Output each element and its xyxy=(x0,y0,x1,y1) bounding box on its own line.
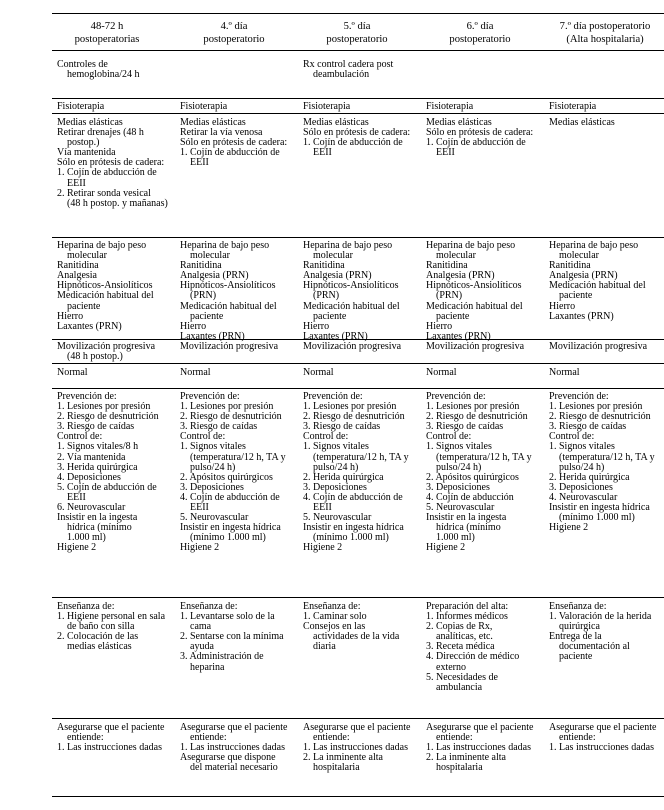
column-header-line: postoperatorio xyxy=(203,34,265,45)
cell-line: 1. Lesiones por presión xyxy=(57,401,151,413)
cell-line: molecular xyxy=(303,250,353,262)
cell-line: Heparina de bajo peso xyxy=(549,240,639,251)
cell-line: Laxantes (PRN) xyxy=(549,310,614,322)
cell-line: 1. Lesiones por presión xyxy=(303,401,397,413)
column-header-line: postoperatorio xyxy=(449,34,511,45)
cell-line: Insistir en la ingesta xyxy=(426,512,507,524)
cell-line: Fisioterapia xyxy=(57,101,105,112)
cell-movilizacion-col5 xyxy=(549,342,661,352)
cell-line: Asegurarse que el paciente xyxy=(180,722,288,733)
cell-line: Higiene 2 xyxy=(426,542,466,554)
cell-line: Retirar la vía venosa xyxy=(180,127,263,139)
cell-line: pulso/24 h) xyxy=(549,461,605,473)
cell-line: Normal xyxy=(426,367,457,378)
cell-line: 2. Retirar sonda vesical xyxy=(57,187,151,199)
cell-line: Control de: xyxy=(57,431,103,443)
cell-line: Ranitidina xyxy=(303,260,345,272)
cell-line: EEII xyxy=(303,502,332,514)
column-header-day7 xyxy=(546,20,664,46)
cell-line: Insistir en la ingesta xyxy=(57,512,138,524)
cell-line: 1. Las instrucciones dadas xyxy=(426,742,531,754)
cell-line: 2. Apósitos quirúrgicos xyxy=(180,471,273,483)
cell-ensenanza-col3 xyxy=(303,602,423,652)
cell-fisioterapia-col3 xyxy=(303,102,423,112)
cell-line: Normal xyxy=(57,367,88,378)
cell-prevencion-col1 xyxy=(57,392,177,554)
cell-line: 2. Vía mantenida xyxy=(57,451,126,463)
cell-line: EEII xyxy=(426,147,455,159)
cell-line: 3. Administración de xyxy=(180,651,264,663)
cell-line: ambulancia xyxy=(426,681,483,693)
cell-line: Movilización progresiva xyxy=(57,341,156,352)
cell-line: heparina xyxy=(180,661,225,673)
column-header-line: postoperatorio xyxy=(326,34,388,45)
cell-line: Fisioterapia xyxy=(549,101,597,112)
cell-line: (temperatura/12 h, TA y xyxy=(426,451,532,463)
cell-line: 1. Cojín de abducción de xyxy=(180,147,280,159)
cell-line: Normal xyxy=(549,367,580,378)
cell-line: Normal xyxy=(180,367,211,378)
cell-line: Normal xyxy=(303,367,334,378)
cell-line: Enseñanza de: xyxy=(57,601,115,612)
cell-line: (48 h postop.) xyxy=(57,351,123,363)
cell-line: 2. Riesgo de desnutrición xyxy=(549,411,651,423)
cell-line: hospitalaria xyxy=(303,762,360,774)
cell-line: 1. Caminar solo xyxy=(303,611,367,623)
cell-movilizacion-col4 xyxy=(426,342,546,352)
cell-line: Analgesia (PRN) xyxy=(426,270,495,282)
cell-line: 4. Dirección de médico xyxy=(426,651,520,663)
row-rule xyxy=(52,237,664,238)
cell-line: Heparina de bajo peso xyxy=(303,240,393,251)
cell-line: 1. Las instrucciones dadas xyxy=(180,742,285,754)
cell-line: 3. Riesgo de caídas xyxy=(549,421,627,433)
cell-line: Heparina de bajo peso xyxy=(426,240,516,251)
cell-line: molecular xyxy=(180,250,230,262)
cell-line: 3. Riesgo de caídas xyxy=(426,421,504,433)
cell-line: Prevención de: xyxy=(426,391,486,402)
cell-line: (PRN) xyxy=(426,290,463,302)
cell-line: Movilización progresiva xyxy=(303,341,402,352)
cell-line: paciente xyxy=(426,310,470,322)
cell-line: Laxantes (PRN) xyxy=(180,330,245,342)
row-rule xyxy=(52,718,664,719)
cell-line: postop.) xyxy=(57,137,100,149)
cell-line: Heparina de bajo peso xyxy=(57,240,147,251)
cell-line: Movilización progresiva xyxy=(549,341,648,352)
cell-line: (PRN) xyxy=(180,290,217,302)
cell-line: 2. Riesgo de desnutrición xyxy=(57,411,159,423)
cell-line: Preparación del alta: xyxy=(426,601,509,612)
cell-movilizacion-col1 xyxy=(57,342,177,362)
cell-line: Ranitidina xyxy=(426,260,468,272)
cell-line: analíticas, etc. xyxy=(426,631,493,643)
cell-line: Asegurarse que el paciente xyxy=(57,722,165,733)
cell-pruebas-col3 xyxy=(303,60,423,80)
cell-resultados-col2 xyxy=(180,723,300,773)
cell-fisioterapia-col2 xyxy=(180,102,300,112)
cell-dieta-col3 xyxy=(303,368,423,378)
cell-line: hídrica (mínimo xyxy=(426,522,501,534)
cell-line: Insistir en ingesta hídrica xyxy=(549,502,650,514)
cell-line: 4. Cojín de abducción de xyxy=(180,491,280,503)
cell-resultados-col4 xyxy=(426,723,546,773)
cell-fisioterapia-col5 xyxy=(549,102,661,112)
cell-prevencion-col5 xyxy=(549,392,661,533)
cell-line: 3. Deposiciones xyxy=(426,481,490,493)
cell-line: molecular xyxy=(426,250,476,262)
cell-line: Ranitidina xyxy=(549,260,591,272)
cell-line: 6. Neurovascular xyxy=(57,502,126,514)
cell-line: 2. Riesgo de desnutrición xyxy=(180,411,282,423)
cell-ensenanza-col1 xyxy=(57,602,177,652)
cell-line: 1. Levantarse solo de la xyxy=(180,611,275,623)
cell-line: externo xyxy=(426,661,466,673)
cell-line: 1. Cojín de abducción de xyxy=(303,137,403,149)
cell-movilizacion-col3 xyxy=(303,342,423,352)
column-header-line: 6.º día xyxy=(466,21,494,32)
cell-line: 1. Signos vitales xyxy=(426,441,492,453)
cell-line: Laxantes (PRN) xyxy=(426,330,491,342)
cell-line: Sólo en prótesis de cadera: xyxy=(303,127,411,139)
cell-line: entiende: xyxy=(57,732,104,744)
cell-line: Fisioterapia xyxy=(426,101,474,112)
cell-line: 1. Valoración de la herida xyxy=(549,611,652,623)
cell-line: (mínimo 1.000 ml) xyxy=(549,512,635,524)
cell-line: pulso/24 h) xyxy=(180,461,236,473)
cell-line: molecular xyxy=(549,250,599,262)
cell-line: deambulación xyxy=(303,69,370,81)
cell-line: 3. Riesgo de caídas xyxy=(57,421,135,433)
cell-line: Asegurarse que el paciente xyxy=(549,722,657,733)
cell-medicacion-col2 xyxy=(180,241,300,342)
cell-line: EEII xyxy=(180,502,209,514)
cell-line: Fisioterapia xyxy=(180,101,228,112)
column-header-day6 xyxy=(421,20,539,46)
cell-line: 3. Riesgo de caídas xyxy=(180,421,258,433)
table-top-rule xyxy=(52,13,664,14)
cell-line: Hipnóticos-Ansiolíticos xyxy=(303,280,399,292)
cell-line: 5. Necesidades de xyxy=(426,671,498,683)
cell-line: Control de: xyxy=(549,431,595,443)
cell-line: 4. Cojín de abducción xyxy=(426,491,514,503)
cell-line: Movilización progresiva xyxy=(180,341,279,352)
cell-line: Hierro xyxy=(426,320,453,332)
cell-line: de baño con silla xyxy=(57,621,135,633)
cell-line: (temperatura/12 h, TA y xyxy=(180,451,286,463)
cell-line: paciente xyxy=(549,651,593,663)
cell-line: (48 h postop. y mañanas) xyxy=(57,197,168,209)
column-header-line: 7.º día postoperatorio xyxy=(559,21,651,32)
cell-line: 2. Riesgo de desnutrición xyxy=(426,411,528,423)
cell-line: (mínimo 1.000 ml) xyxy=(180,532,266,544)
cell-line: paciente xyxy=(303,310,347,322)
cell-line: Hierro xyxy=(549,300,576,312)
cell-movilizacion-col2 xyxy=(180,342,300,352)
cell-line: 1. Las instrucciones dadas xyxy=(549,742,654,754)
column-header-line: 48-72 h xyxy=(90,21,124,32)
cell-line: 2. La inminente alta xyxy=(426,752,506,764)
cell-cuidados-col2 xyxy=(180,118,300,168)
column-header-line: postoperatorias xyxy=(74,34,140,45)
cell-line: 5. Cojín de abducción de xyxy=(57,481,157,493)
cell-line: Higiene 2 xyxy=(303,542,343,554)
cell-line: molecular xyxy=(57,250,107,262)
column-header-48-72h xyxy=(48,20,166,46)
cell-medicacion-col5 xyxy=(549,241,661,322)
cell-line: Hipnóticos-Ansiolíticos xyxy=(426,280,522,292)
cell-line: Vía mantenida xyxy=(57,147,116,159)
cell-line: pulso/24 h) xyxy=(303,461,359,473)
cell-line: Control de: xyxy=(426,431,472,443)
cell-medicacion-col1 xyxy=(57,241,177,332)
cell-line: del material necesario xyxy=(180,762,278,774)
cell-line: Medias elásticas xyxy=(180,117,246,128)
cell-line: Medias elásticas xyxy=(303,117,369,128)
cell-line: 4. Neurovascular xyxy=(549,491,618,503)
cell-line: 1. Cojín de abducción de xyxy=(57,167,157,179)
cell-line: 3. Deposiciones xyxy=(549,481,613,493)
cell-line: Asegurarse que el paciente xyxy=(426,722,534,733)
cell-line: diaria xyxy=(303,641,336,653)
cell-line: Analgesia (PRN) xyxy=(549,270,618,282)
cell-line: Sólo en prótesis de cadera: xyxy=(426,127,534,139)
cell-line: EEII xyxy=(57,491,86,503)
cell-cuidados-col5 xyxy=(549,118,661,128)
cell-line: hemoglobina/24 h xyxy=(57,69,140,81)
cell-resultados-col5 xyxy=(549,723,661,753)
cell-line: Hierro xyxy=(180,320,207,332)
cell-medicacion-col3 xyxy=(303,241,423,342)
cell-cuidados-col4 xyxy=(426,118,546,158)
cell-line: 2. Apósitos quirúrgicos xyxy=(426,471,519,483)
cell-line: paciente xyxy=(180,310,224,322)
cell-line: 2. Sentarse con la mínima xyxy=(180,631,284,643)
cell-line: 4. Deposiciones xyxy=(57,471,121,483)
cell-prevencion-col2 xyxy=(180,392,300,554)
cell-line: Medicación habitual del xyxy=(549,280,646,292)
cell-line: (PRN) xyxy=(303,290,340,302)
cell-line: quirúrgica xyxy=(549,621,600,633)
cell-line: Prevención de: xyxy=(549,391,609,402)
cell-line: Rx control cadera post xyxy=(303,59,394,70)
cell-line: 3. Riesgo de caídas xyxy=(303,421,381,433)
cell-line: Control de: xyxy=(180,431,226,443)
column-header-day5 xyxy=(298,20,416,46)
cell-line: 5. Neurovascular xyxy=(426,502,495,514)
cell-line: Prevención de: xyxy=(57,391,117,402)
cell-line: 5. Neurovascular xyxy=(180,512,249,524)
cell-line: Laxantes (PRN) xyxy=(57,320,122,332)
cell-prevencion-col3 xyxy=(303,392,423,554)
cell-fisioterapia-col4 xyxy=(426,102,546,112)
cell-dieta-col4 xyxy=(426,368,546,378)
cell-line: 1. Signos vitales xyxy=(180,441,246,453)
cell-line: 2. Herida quirúrgica xyxy=(549,471,630,483)
cell-line: 1.000 ml) xyxy=(426,532,475,544)
cell-line: entiende: xyxy=(426,732,473,744)
cell-line: ayuda xyxy=(180,641,214,653)
cell-line: 3. Receta médica xyxy=(426,641,495,653)
column-header-line: 4.º día xyxy=(220,21,248,32)
cell-line: Medicación habitual del xyxy=(303,300,400,312)
cell-line: Hipnóticos-Ansiolíticos xyxy=(180,280,276,292)
cell-line: cama xyxy=(180,621,212,633)
cell-line: 3. Herida quirúrgica xyxy=(57,461,138,473)
cell-resultados-col1 xyxy=(57,723,177,753)
cell-line: Medicación habitual del xyxy=(426,300,523,312)
cell-line: Prevención de: xyxy=(303,391,363,402)
cell-line: 5. Neurovascular xyxy=(303,512,372,524)
cell-cuidados-col1 xyxy=(57,118,177,209)
cell-line: 2. Copias de Rx, xyxy=(426,621,493,633)
header-bottom-rule xyxy=(52,50,664,51)
cell-dieta-col5 xyxy=(549,368,661,378)
cell-line: 4. Cojín de abducción de xyxy=(303,491,403,503)
cell-line: documentación al xyxy=(549,641,630,653)
cell-line: entiende: xyxy=(180,732,227,744)
cell-line: 1. Signos vitales xyxy=(303,441,369,453)
cell-line: (mínimo 1.000 ml) xyxy=(303,532,389,544)
cell-cuidados-col3 xyxy=(303,118,423,158)
cell-resultados-col3 xyxy=(303,723,423,773)
cell-line: paciente xyxy=(549,290,593,302)
cell-line: Insistir en ingesta hídrica xyxy=(303,522,404,534)
cell-line: Ranitidina xyxy=(57,260,99,272)
cell-line: Enseñanza de: xyxy=(303,601,361,612)
cell-prevencion-col4 xyxy=(426,392,546,554)
cell-line: 1.000 ml) xyxy=(57,532,106,544)
cell-line: Consejos en las xyxy=(303,621,366,633)
cell-line: Controles de xyxy=(57,59,108,70)
cell-line: Analgesia xyxy=(57,270,97,282)
cell-line: 2. La inminente alta xyxy=(303,752,383,764)
cell-ensenanza-col5 xyxy=(549,602,661,663)
cell-line: Enseñanza de: xyxy=(180,601,238,612)
cell-line: 1. Lesiones por presión xyxy=(426,401,520,413)
cell-line: (temperatura/12 h, TA y xyxy=(303,451,409,463)
cell-line: Movilización progresiva xyxy=(426,341,525,352)
cell-line: 3. Deposiciones xyxy=(180,481,244,493)
cell-line: 2. Riesgo de desnutrición xyxy=(303,411,405,423)
cell-line: 3. Deposiciones xyxy=(303,481,367,493)
row-rule xyxy=(52,363,664,364)
cell-line: actividades de la vida xyxy=(303,631,400,643)
cell-line: Entrega de la xyxy=(549,631,602,643)
cell-line: paciente xyxy=(57,300,101,312)
cell-line: EEII xyxy=(180,157,209,169)
cell-line: medias elásticas xyxy=(57,641,132,653)
cell-line: 1. Cojín de abducción de xyxy=(426,137,526,149)
cell-line: Medias elásticas xyxy=(549,117,615,128)
cell-line: Medias elásticas xyxy=(57,117,123,128)
cell-line: 1. Signos vitales xyxy=(549,441,615,453)
cell-line: 2. Colocación de las xyxy=(57,631,139,643)
cell-line: Medias elásticas xyxy=(426,117,492,128)
column-header-line: (Alta hospitalaria) xyxy=(566,34,644,45)
cell-line: 2. Herida quirúrgica xyxy=(303,471,384,483)
row-rule xyxy=(52,597,664,598)
cell-line: 1. Lesiones por presión xyxy=(549,401,643,413)
cell-line: entiende: xyxy=(549,732,596,744)
cell-line: Prevención de: xyxy=(180,391,240,402)
cell-line: EEII xyxy=(57,177,86,189)
row-rule xyxy=(52,113,664,114)
cell-line: Medicación habitual del xyxy=(57,290,154,302)
cell-line: Control de: xyxy=(303,431,349,443)
cell-line: Hipnóticos-Ansiolíticos xyxy=(57,280,153,292)
cell-line: Higiene 2 xyxy=(549,522,589,534)
cell-dieta-col1 xyxy=(57,368,177,378)
cell-line: Laxantes (PRN) xyxy=(303,330,368,342)
cell-pruebas-col1 xyxy=(57,60,177,80)
cell-line: Ranitidina xyxy=(180,260,222,272)
cell-dieta-col2 xyxy=(180,368,300,378)
cell-line: Insistir en ingesta hídrica xyxy=(180,522,281,534)
cell-line: Asegurarse que el paciente xyxy=(303,722,411,733)
cell-line: Heparina de bajo peso xyxy=(180,240,270,251)
cell-line: hospitalaria xyxy=(426,762,483,774)
cell-line: Enseñanza de: xyxy=(549,601,607,612)
cell-line: (temperatura/12 h, TA y xyxy=(549,451,655,463)
cell-line: 1. Informes médicos xyxy=(426,611,508,623)
row-rule xyxy=(52,388,664,389)
cell-line: Hierro xyxy=(57,310,84,322)
cell-line: 1. Las instrucciones dadas xyxy=(303,742,408,754)
cell-line: Fisioterapia xyxy=(303,101,351,112)
row-rule xyxy=(52,98,664,99)
cell-line: hídrica (mínimo xyxy=(57,522,132,534)
cell-line: Analgesia (PRN) xyxy=(303,270,372,282)
cell-ensenanza-col4 xyxy=(426,602,546,693)
table-bottom-rule xyxy=(52,796,664,797)
cell-line: pulso/24 h) xyxy=(426,461,482,473)
cell-fisioterapia-col1 xyxy=(57,102,177,112)
cell-medicacion-col4 xyxy=(426,241,546,342)
cell-line: 1. Higiene personal en sala xyxy=(57,611,166,623)
cell-line: Retirar drenajes (48 h xyxy=(57,127,144,139)
cell-line: entiende: xyxy=(303,732,350,744)
cell-line: 1. Lesiones por presión xyxy=(180,401,274,413)
cell-line: Sólo en prótesis de cadera: xyxy=(180,137,288,149)
column-header-day4 xyxy=(175,20,293,46)
cell-line: 1. Signos vitales/8 h xyxy=(57,441,139,453)
cell-ensenanza-col2 xyxy=(180,602,300,673)
cell-line: Analgesia (PRN) xyxy=(180,270,249,282)
cell-line: Higiene 2 xyxy=(57,542,97,554)
column-header-line: 5.º día xyxy=(343,21,371,32)
cell-line: Medicación habitual del xyxy=(180,300,277,312)
cell-line: Hierro xyxy=(303,320,330,332)
cell-line: 1. Las instrucciones dadas xyxy=(57,742,162,754)
cell-line: EEII xyxy=(303,147,332,159)
cell-line: Higiene 2 xyxy=(180,542,220,554)
cell-line: Sólo en prótesis de cadera: xyxy=(57,157,165,169)
cell-line: Asegurarse que dispone xyxy=(180,752,276,764)
